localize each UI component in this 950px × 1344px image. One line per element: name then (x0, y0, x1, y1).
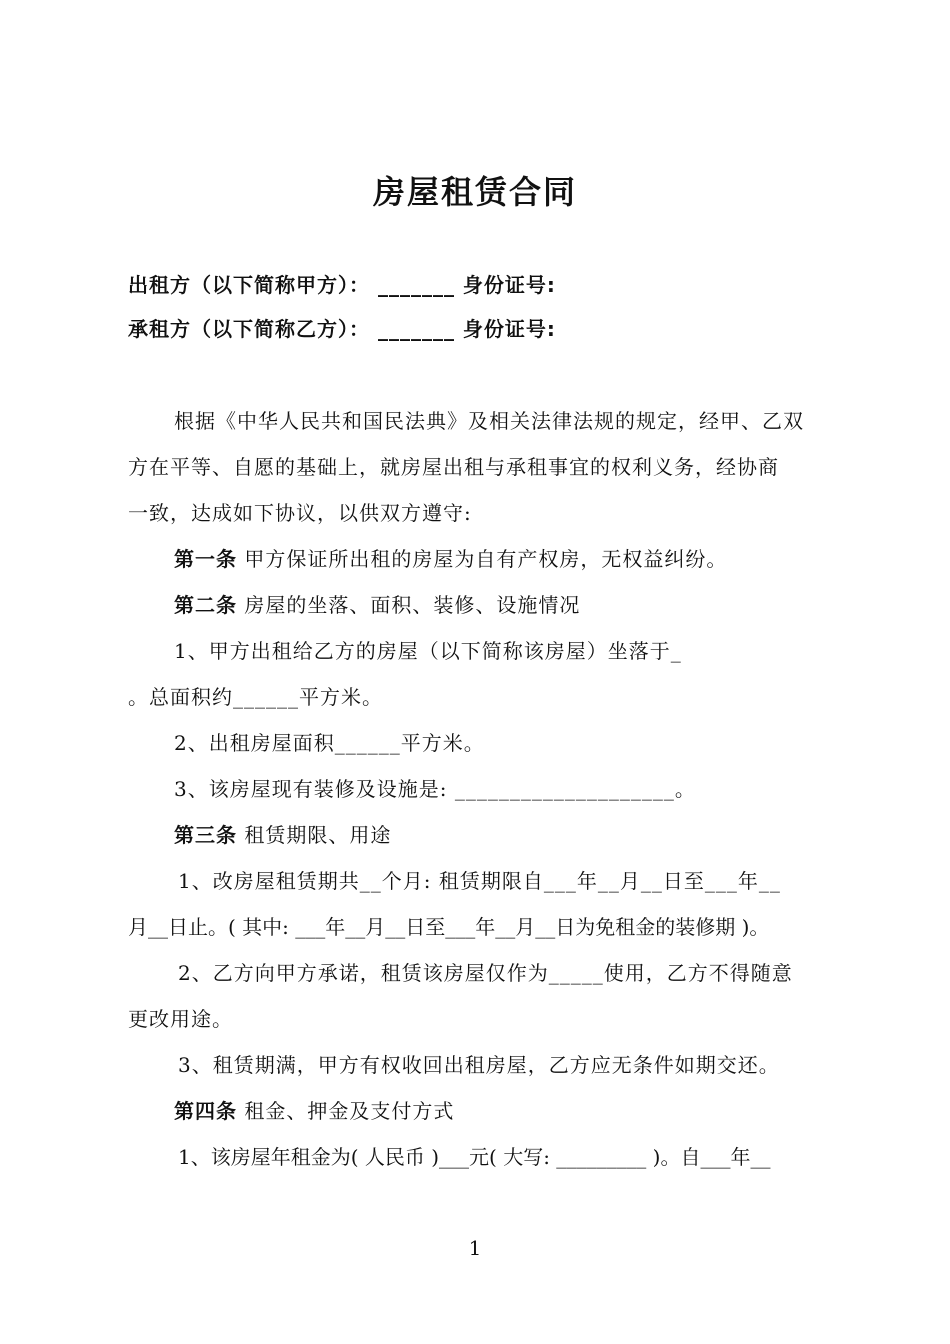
article-2-heading: 第二条 (174, 593, 237, 617)
article-1 (128, 544, 894, 574)
article-4-heading: 第四条 (174, 1099, 237, 1123)
lessor-line: 出租方（以下简称甲方）： _______ 身份证号: (128, 273, 556, 297)
page-number: 1 (468, 1236, 482, 1260)
article-3 (128, 820, 894, 850)
lessee-line: 承租方（以下简称乙方）： _______ 身份证号: (128, 317, 556, 341)
article-1-heading: 第一条 (174, 547, 237, 571)
article-1-text: 甲方保证所出租的房屋为自有产权房，无权益纠纷。 (244, 547, 728, 571)
intro-line-2: 方在平等、自愿的基础上，就房屋出租与承租事宜的权利义务，经协商 (128, 455, 779, 479)
article-3-item: 更改用途。 (128, 1007, 233, 1031)
document-title: 房屋租赁合同 (372, 173, 577, 211)
intro-line-3: 一致，达成如下协议，以供双方遵守: (128, 501, 472, 525)
article-3-heading: 第三条 (174, 823, 237, 847)
article-3-text: 租赁期限、用途 (244, 823, 392, 847)
article-3-item: 3、租赁期满，甲方有权收回出租房屋，乙方应无条件如期交还。 (178, 1053, 780, 1077)
intro-line-1: 根据《中华人民共和国民法典》及相关法律法规的规定，经甲、乙双 (174, 409, 804, 433)
article-2-item: 1、甲方出租给乙方的房屋（以下简称该房屋）坐落于_ (174, 639, 682, 663)
article-3-item: 月__日止。( 其中: ___年__月__日至___年__月__日为免租金的装修期 )。 (128, 915, 770, 939)
article-2-item: 2、出租房屋面积______平方米。 (174, 731, 485, 755)
article-2-item: 。总面积约______平方米。 (128, 685, 383, 709)
article-4 (128, 1096, 894, 1126)
article-2-text: 房屋的坐落、面积、装修、设施情况 (244, 593, 581, 617)
article-2-item: 3、该房屋现有装修及设施是: ____________________。 (174, 777, 696, 801)
article-4-item: 1、该房屋年租金为( 人民币 )___元( 大写: _________ )。自___年__ (178, 1145, 771, 1169)
article-4-text: 租金、押金及支付方式 (244, 1099, 455, 1123)
article-3-item: 2、乙方向甲方承诺，租赁该房屋仅作为_____使用，乙方不得随意 (178, 961, 793, 985)
article-2 (128, 590, 894, 620)
article-3-item: 1、改房屋租赁期共__个月: 租赁期限自___年__月__日至___年__ (178, 869, 781, 893)
